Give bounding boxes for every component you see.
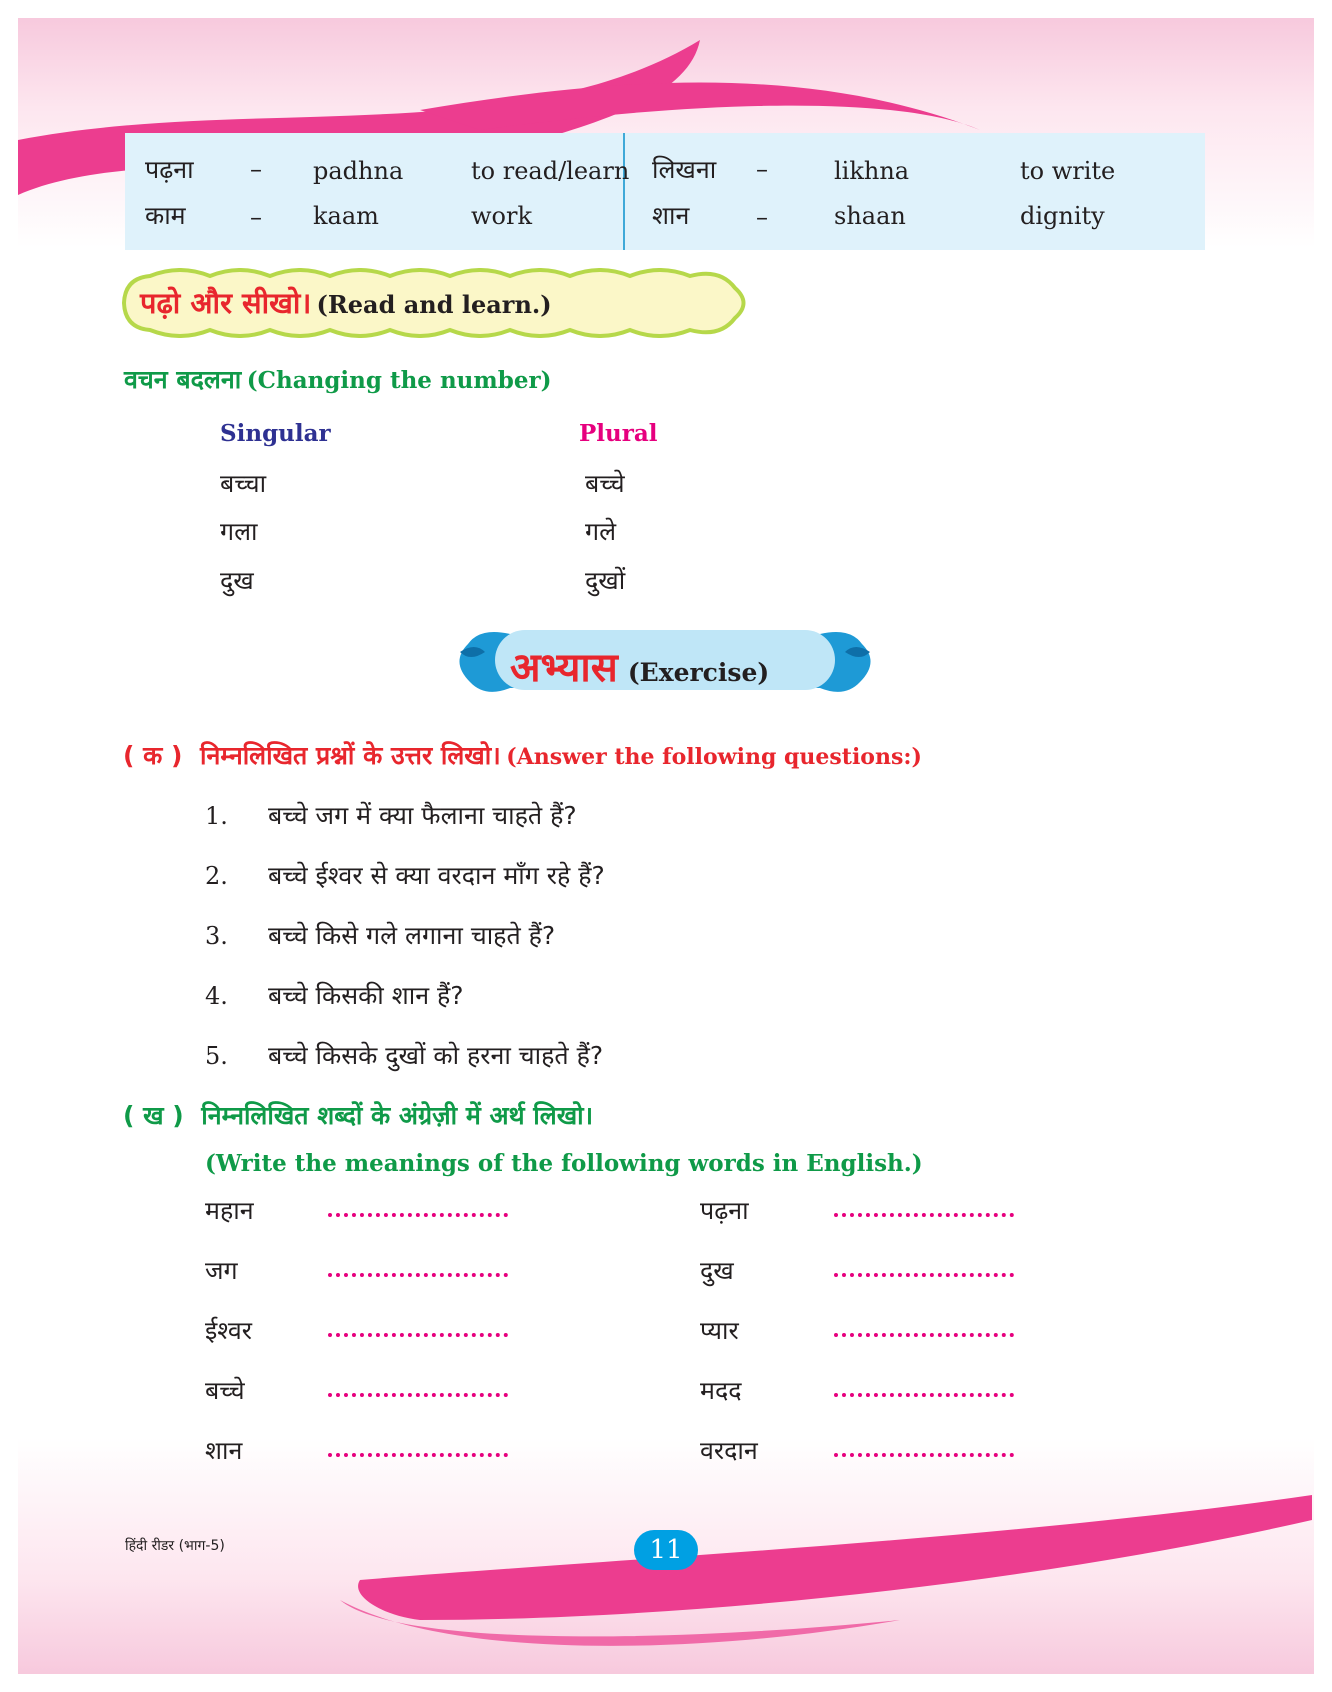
meaning-word: बच्चे <box>205 1376 245 1405</box>
singular-word: बच्चा <box>220 469 267 498</box>
answer-blank[interactable] <box>834 1273 1014 1277</box>
answer-blank[interactable] <box>834 1393 1014 1397</box>
number-section-hindi: वचन बदलना <box>124 365 242 394</box>
vocab-hindi: लिखना <box>652 155 717 184</box>
section-kha-heading <box>123 1098 593 1132</box>
singular-word: गला <box>220 517 258 546</box>
meaning-word: ईश्वर <box>205 1316 253 1345</box>
number-section-english: (Changing the number) <box>246 367 552 394</box>
exercise-hindi: अभ्यास <box>510 645 618 691</box>
book-title: हिंदी रीडर (भाग-5) <box>125 1538 225 1554</box>
vocab-meaning: work <box>471 202 533 230</box>
answer-blank[interactable] <box>834 1333 1014 1337</box>
answer-blank[interactable] <box>328 1213 508 1217</box>
read-learn-english: (Read and learn.) <box>316 290 552 319</box>
question-number: 3. <box>205 922 228 950</box>
meaning-word: जग <box>205 1256 238 1285</box>
vocab-dash: – <box>756 203 768 231</box>
meaning-word: मदद <box>700 1376 742 1405</box>
meaning-word: दुख <box>700 1256 734 1285</box>
answer-blank[interactable] <box>834 1213 1014 1217</box>
read-learn-heading <box>140 283 552 322</box>
section-ka-heading <box>123 738 922 772</box>
meaning-word: महान <box>205 1196 254 1225</box>
question-number: 5. <box>205 1042 228 1070</box>
vocab-hindi: शान <box>652 201 690 230</box>
vocab-meaning: to read/learn <box>471 157 630 185</box>
question-number: 1. <box>205 802 228 830</box>
section-ka-marker: ( क ) <box>123 741 183 770</box>
vocab-translit: shaan <box>834 202 906 230</box>
question-number: 4. <box>205 982 228 1010</box>
read-learn-hindi: पढ़ो और सीखो। <box>140 286 312 320</box>
section-kha-english: (Write the meanings of the following words in English.) <box>205 1150 923 1177</box>
answer-blank[interactable] <box>328 1393 508 1397</box>
meaning-word: प्यार <box>700 1316 739 1345</box>
meaning-word: पढ़ना <box>700 1196 749 1225</box>
plural-word: बच्चे <box>585 469 625 498</box>
answer-blank[interactable] <box>328 1273 508 1277</box>
vocab-dash: – <box>250 155 262 183</box>
section-kha-hindi: निम्नलिखित शब्दों के अंग्रेज़ी में अर्थ लिखो। <box>201 1101 594 1130</box>
question-text: बच्चे किसके दुखों को हरना चाहते हैं? <box>268 1041 604 1070</box>
answer-blank[interactable] <box>328 1333 508 1337</box>
section-ka-hindi: निम्नलिखित प्रश्नों के उत्तर लिखो। <box>200 741 501 770</box>
question-number: 2. <box>205 862 228 890</box>
vocabulary-box <box>125 133 1205 250</box>
answer-blank[interactable] <box>328 1453 508 1457</box>
vocabulary-divider <box>623 133 625 250</box>
plural-word: दुखों <box>585 566 626 595</box>
exercise-heading <box>510 638 769 693</box>
question-text: बच्चे किसकी शान हैं? <box>268 981 464 1010</box>
vocab-meaning: to write <box>1020 157 1116 185</box>
question-text: बच्चे जग में क्या फैलाना चाहते हैं? <box>268 801 577 830</box>
section-kha-marker: ( ख ) <box>123 1101 184 1130</box>
page-number: 11 <box>634 1530 698 1570</box>
vocab-hindi: पढ़ना <box>145 155 194 184</box>
vocab-meaning: dignity <box>1020 202 1105 230</box>
exercise-english: (Exercise) <box>627 658 770 687</box>
number-section-heading <box>124 362 551 396</box>
answer-blank[interactable] <box>834 1453 1014 1457</box>
plural-label: Plural <box>579 420 658 447</box>
question-text: बच्चे किसे गले लगाना चाहते हैं? <box>268 921 556 950</box>
vocab-hindi: काम <box>145 201 186 230</box>
section-ka-english: (Answer the following questions:) <box>506 744 922 770</box>
meaning-word: शान <box>205 1436 243 1465</box>
question-text: बच्चे ईश्वर से क्या वरदान माँग रहे हैं? <box>268 861 605 890</box>
vocab-translit: kaam <box>313 202 379 230</box>
singular-label: Singular <box>220 420 331 447</box>
plural-word: गले <box>585 517 617 546</box>
section-kha-subheading <box>205 1150 923 1177</box>
vocab-translit: padhna <box>313 157 404 185</box>
meaning-word: वरदान <box>700 1436 758 1465</box>
singular-word: दुख <box>220 566 254 595</box>
vocab-dash: – <box>756 155 768 183</box>
vocab-dash: – <box>250 203 262 231</box>
vocab-translit: likhna <box>834 157 910 185</box>
